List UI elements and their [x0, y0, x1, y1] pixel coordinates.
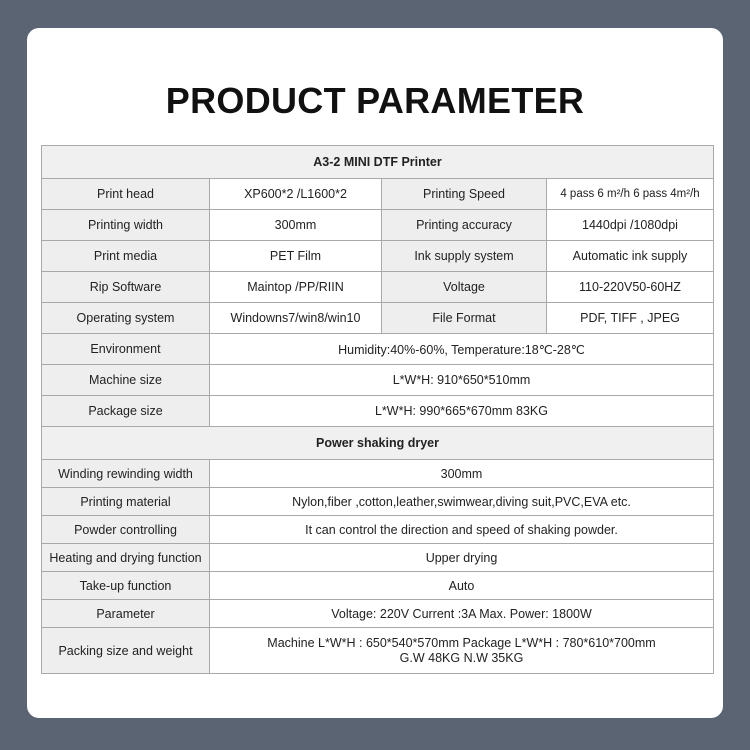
row-value: PDF, TIFF , JPEG: [547, 303, 714, 334]
row-value: Maintop /PP/RIIN: [210, 272, 382, 303]
row-value: Upper drying: [210, 544, 714, 572]
row-label: Rip Software: [42, 272, 210, 303]
row-label: Heating and drying function: [42, 544, 210, 572]
row-value: Nylon,fiber ,cotton,leather,swimwear,diving suit,PVC,EVA etc.: [210, 488, 714, 516]
parameter-table: [41, 145, 714, 674]
page-title: PRODUCT PARAMETER: [165, 80, 585, 121]
row-label: Printing material: [42, 488, 210, 516]
row-value: L*W*H: 990*665*670mm 83KG: [210, 396, 714, 427]
row-value: 110-220V50-60HZ: [547, 272, 714, 303]
dryer-section-title: Power shaking dryer: [42, 427, 714, 460]
product-card: [27, 28, 723, 718]
table-row: [42, 544, 714, 572]
row-label: Take-up function: [42, 572, 210, 600]
packing-line-2: G.W 48KG N.W 35KG: [399, 650, 524, 665]
row-value: 1440dpi /1080dpi: [547, 210, 714, 241]
table-row: [42, 488, 714, 516]
row-value: PET Film: [210, 241, 382, 272]
row-label: File Format: [382, 303, 547, 334]
row-value: 4 pass 6 m²/h 6 pass 4m²/h: [547, 179, 714, 210]
printer-section-title: A3-2 MINI DTF Printer: [42, 146, 714, 179]
row-label: Ink supply system: [382, 241, 547, 272]
row-label: Voltage: [382, 272, 547, 303]
packing-line-1: Machine L*W*H : 650*540*570mm Package L*W*H : 780*610*700mm: [267, 635, 656, 650]
table-row: [42, 572, 714, 600]
table-row: [42, 210, 714, 241]
row-value: It can control the direction and speed of shaking powder.: [210, 516, 714, 544]
row-value: Voltage: 220V Current :3A Max. Power: 1800W: [210, 600, 714, 628]
row-value: L*W*H: 910*650*510mm: [210, 365, 714, 396]
row-value: Humidity:40%-60%, Temperature:18℃-28℃: [210, 334, 714, 365]
row-value: 300mm: [210, 460, 714, 488]
row-label: Printing accuracy: [382, 210, 547, 241]
row-value: Automatic ink supply: [547, 241, 714, 272]
table-row: [42, 272, 714, 303]
table-row: [42, 600, 714, 628]
row-value: XP600*2 /L1600*2: [210, 179, 382, 210]
section-header-row: [42, 427, 714, 460]
table-row: [42, 516, 714, 544]
table-row: [42, 179, 714, 210]
row-label: Printing Speed: [382, 179, 547, 210]
row-label: Packing size and weight: [42, 628, 210, 674]
table-row: [42, 628, 714, 674]
row-value: 300mm: [210, 210, 382, 241]
row-label: Package size: [42, 396, 210, 427]
section-header-row: [42, 146, 714, 179]
row-label: Parameter: [42, 600, 210, 628]
table-row: [42, 396, 714, 427]
table-row: [42, 460, 714, 488]
row-value: Windowns7/win8/win10: [210, 303, 382, 334]
table-row: [42, 241, 714, 272]
table-row: [42, 303, 714, 334]
row-label: Machine size: [42, 365, 210, 396]
row-label: Winding rewinding width: [42, 460, 210, 488]
row-label: Operating system: [42, 303, 210, 334]
table-row: [42, 365, 714, 396]
row-label: Powder controlling: [42, 516, 210, 544]
row-value: Auto: [210, 572, 714, 600]
row-label: Printing width: [42, 210, 210, 241]
row-label: Print media: [42, 241, 210, 272]
row-value: [210, 628, 714, 674]
table-row: [42, 334, 714, 365]
row-label: Print head: [42, 179, 210, 210]
row-label: Environment: [42, 334, 210, 365]
